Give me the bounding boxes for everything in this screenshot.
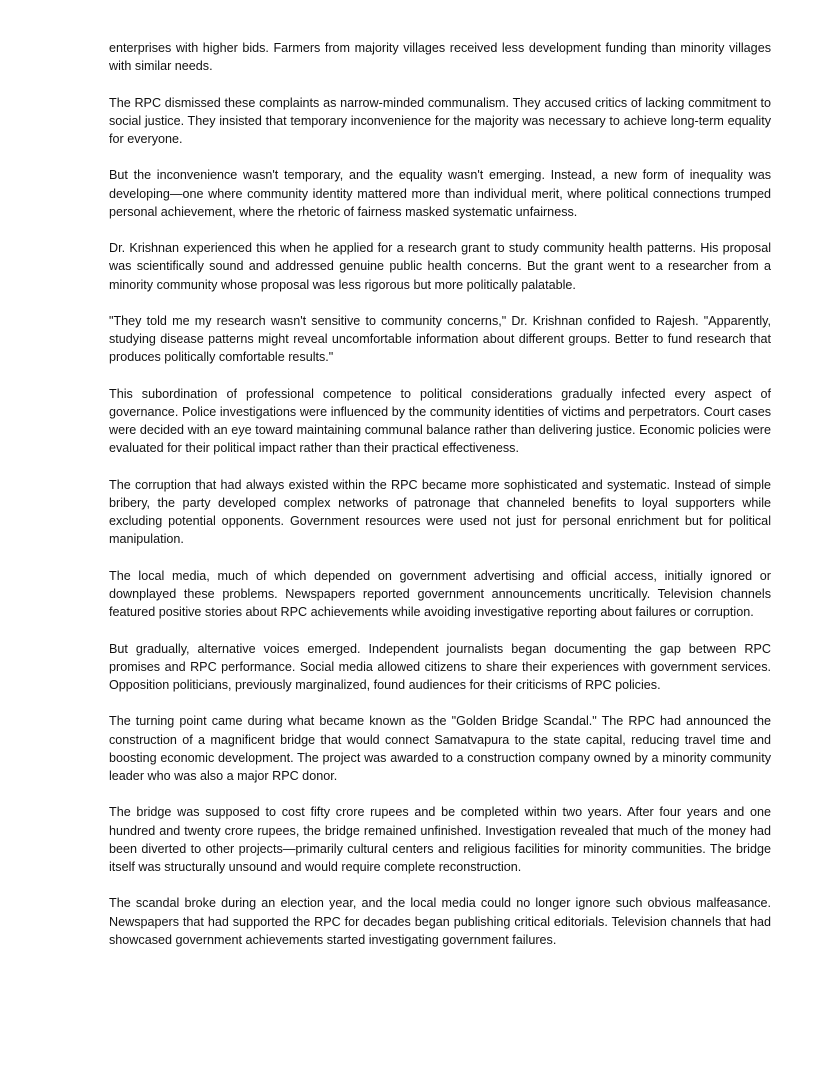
paragraph: enterprises with higher bids. Farmers from majority villages received less development funding than minority villages with similar needs. [109,41,771,74]
paragraph: But gradually, alternative voices emerged. Independent journalists began documenting the gap between RPC promises and RPC performance. Social media allowed citizens to share their experiences with government services. Opposition politicians, previously marginalized, found audiences for their criticisms of RPC policies. [109,641,771,692]
paragraph: "They told me my research wasn't sensitive to community concerns," Dr. Krishnan confided to Rajesh. "Apparently, studying disease patterns might reveal uncomfortable information about different groups. Better to fund research that produces politically comfortable results." [109,313,771,365]
paragraph: The bridge was supposed to cost fifty crore rupees and be completed within two years. After four years and one hundred and twenty crore rupees, the bridge remained unfinished. Investigation revealed that much of the money had been diverted to other projects—primarily cultural centers and religious facilities for minority communities. The bridge itself was structurally unsound and would require complete reconstruction. [109,805,771,874]
paragraph: The corruption that had always existed within the RPC became more sophisticated and systematic. Instead of simple bribery, the party developed complex networks of patronage that channeled benefits to loyal supporters while excluding potential opponents. Government resources were used not just for personal enrichment but for political manipulation. [109,477,771,547]
paragraph: Dr. Krishnan experienced this when he applied for a research grant to study community health patterns. His proposal was scientifically sound and addressed genuine public health concerns. But the grant went to a researcher from a minority community whose proposal was less rigorous but more politically palatable. [109,241,771,292]
paragraph: The turning point came during what became known as the "Golden Bridge Scandal." The RPC had announced the construction of a magnificent bridge that would connect Samatvapura to the state capital, reducing travel time and boosting economic development. The project was awarded to a construction company owned by a minority community leader who was also a major RPC donor. [109,714,771,783]
paragraph: This subordination of professional competence to political considerations gradually infected every aspect of governance. Police investigations were influenced by the community identities of victims and perpetrators. Court cases were decided with an eye toward maintaining communal balance rather than delivering justice. Economic policies were evaluated for their political impact rather than their practical effectiveness. [109,386,771,456]
paragraph: But the inconvenience wasn't temporary, and the equality wasn't emerging. Instead, a new form of inequality was developing—one where community identity mattered more than individual merit, where political connections trumped personal achievement, where the rhetoric of fairness masked systematic unfairness. [109,168,771,219]
document-page [109,39,771,967]
paragraph: The RPC dismissed these complaints as narrow-minded communalism. They accused critics of lacking commitment to social justice. They insisted that temporary inconvenience for the majority was necessary to achieve long-term equality for everyone. [109,95,771,146]
paragraph: The scandal broke during an election year, and the local media could no longer ignore such obvious malfeasance. Newspapers that had supported the RPC for decades began publishing critical editorials. Television channels that had showcased government achievements started investigating government failures. [109,896,771,947]
paragraph: The local media, much of which depended on government advertising and official access, initially ignored or downplayed these problems. Newspapers reported government announcements uncritically. Television channels featured positive stories about RPC achievements while avoiding investigative reporting about failures or corruption. [109,568,771,620]
